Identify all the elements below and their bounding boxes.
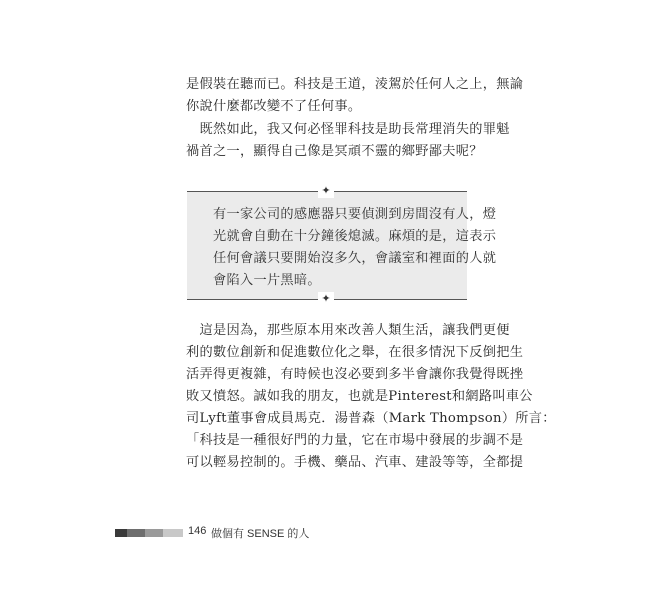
ornament-star-icon: ✦ [318,184,334,198]
quote-line: 有一家公司的感應器只要偵測到房間沒有人，燈 [213,207,497,222]
ornament-star-icon: ✦ [318,292,334,306]
page-number: 146 [188,525,207,537]
text-line: 利的數位創新和促進數位化之舉，在很多情況下反倒把生 [186,345,524,360]
paragraph-1 [186,74,523,118]
quote-line: 光就會自動在十分鐘後熄滅。麻煩的是，這表示 [213,229,497,244]
text-line: 是假裝在聽而已。科技是王道，淩駕於任何人之上，無論 [186,77,524,92]
text-line: 既然如此，我又何必怪罪科技是助長常理消失的罪魁 [186,122,510,137]
text-line: 禍首之一，顯得自己像是冥頑不靈的鄉野鄙夫呢？ [186,144,483,159]
quote-line: 會陷入一片黑暗。 [213,273,321,288]
text-line: 活弄得更複雜，有時候也沒必要到多半會讓你我覺得既挫 [186,367,524,382]
quote-line: 任何會議只要開始沒多久，會議室和裡面的人就 [213,251,497,266]
text-line: 司Lyft董事會成員馬克．湯普森（Mark Thompson）所言： [186,411,556,426]
text-line: 你說什麼都改變不了任何事。 [186,99,362,114]
pull-quote-text [213,204,496,292]
paragraph-2 [186,119,510,163]
text-line: 可以輕易控制的。手機、藥品、汽車、建設等等，全都提 [186,455,524,470]
running-book-title: 做個有 SENSE 的人 [211,528,310,540]
footer-color-bar [115,529,183,537]
text-line: 「科技是一種很好門的力量，它在市場中發展的步調不是 [186,433,524,448]
paragraph-3 [186,320,556,474]
text-line: 敗又憤怒。誠如我的朋友，也就是Pinterest和網路叫車公 [186,389,533,404]
text-line: 這是因為，那些原本用來改善人類生活，讓我們更便 [186,323,510,338]
